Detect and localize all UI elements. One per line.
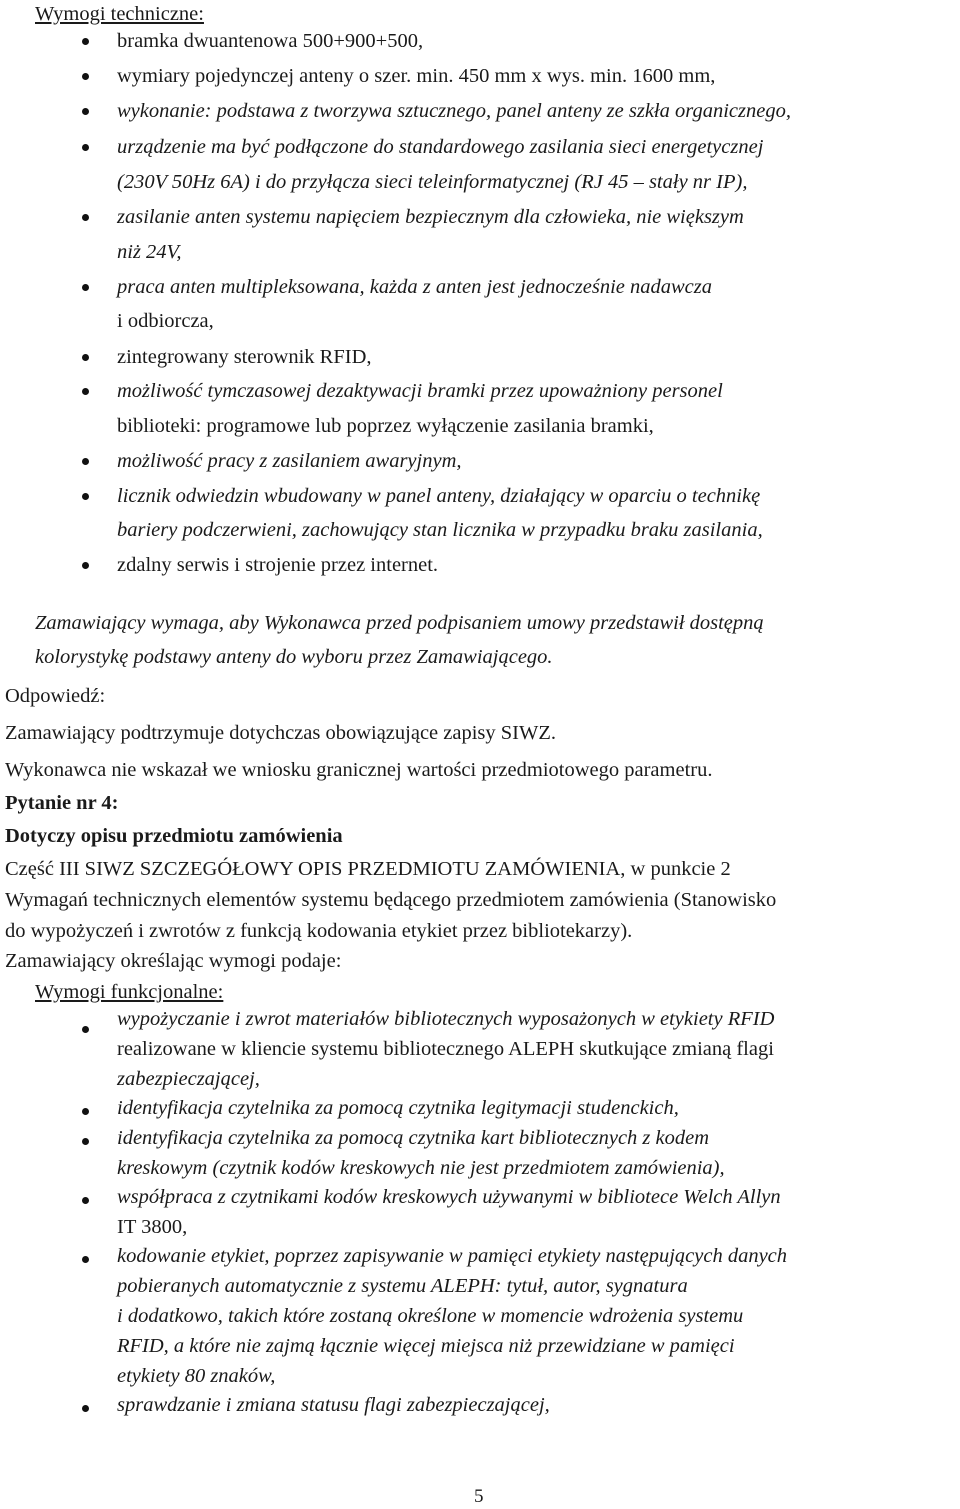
bullet-icon (82, 38, 89, 45)
bullet-icon (82, 214, 89, 221)
list-item: wypożyczanie i zwrot materiałów bibliotecznych wyposażonych w etykiety RFID (117, 1008, 775, 1030)
question-body-line: Część III SIWZ SZCZEGÓŁOWY OPIS PRZEDMIOTU ZAMÓWIENIA, w punkcie 2 (5, 858, 731, 880)
bullet-icon (82, 354, 89, 361)
list-item: możliwość pracy z zasilaniem awaryjnym, (117, 450, 462, 472)
bullet-icon (82, 1197, 89, 1204)
list-item-continuation: bariery podczerwieni, zachowujący stan licznika w przypadku braku zasilania, (117, 519, 763, 541)
list-item: identyfikacja czytelnika za pomocą czytnika legitymacji studenckich, (117, 1097, 679, 1119)
list-item: wykonanie: podstawa z tworzywa sztucznego, panel anteny ze szkła organicznego, (117, 100, 791, 122)
question-body-line: do wypożyczeń i zwrotów z funkcją kodowania etykiet przez bibliotekarzy). (5, 920, 633, 942)
list-item: identyfikacja czytelnika za pomocą czytnika kart bibliotecznych z kodem (117, 1127, 710, 1149)
question-body-line: Zamawiający określając wymogi podaje: (5, 950, 342, 972)
list-item: kodowanie etykiet, poprzez zapisywanie w pamięci etykiety następujących danych (117, 1245, 788, 1267)
bullet-icon (82, 144, 89, 151)
question-body-line: Wymagań technicznych elementów systemu będącego przedmiotem zamówienia (Stanowisko (5, 889, 777, 911)
bullet-icon (82, 388, 89, 395)
list-item-continuation: biblioteki: programowe lub poprzez wyłączenie zasilania bramki, (117, 415, 654, 437)
request-paragraph-line: Zamawiający wymaga, aby Wykonawca przed podpisaniem umowy przedstawił dostępną (35, 612, 764, 634)
section-heading-technical: Wymogi techniczne: (35, 3, 204, 25)
list-item: możliwość tymczasowej dezaktywacji bramki przez upoważniony personel (117, 380, 723, 402)
bullet-icon (82, 562, 89, 569)
list-item: współpraca z czytnikami kodów kreskowych używanymi w bibliotece Welch Allyn (117, 1186, 781, 1208)
list-item: bramka dwuantenowa 500+900+500, (117, 30, 424, 52)
list-item-continuation: RFID, a które nie zajmą łącznie więcej miejsca niż przewidziane w pamięci (117, 1335, 735, 1357)
list-item-continuation: pobieranych automatycznie z systemu ALEPH: tytuł, autor, sygnatura (117, 1275, 688, 1297)
bullet-icon (82, 493, 89, 500)
bullet-icon (82, 458, 89, 465)
list-item: licznik odwiedzin wbudowany w panel anteny, działający w oparciu o technikę (117, 485, 761, 507)
bullet-icon (82, 73, 89, 80)
bullet-icon (82, 284, 89, 291)
answer-label: Odpowiedź: (5, 685, 106, 707)
list-item: sprawdzanie i zmiana statusu flagi zabezpieczającej, (117, 1394, 550, 1416)
list-item-continuation: i dodatkowo, takich które zostaną określone w momencie wdrożenia systemu (117, 1305, 744, 1327)
list-item: urządzenie ma być podłączone do standardowego zasilania sieci energetycznej (117, 136, 764, 158)
list-item-continuation: niż 24V, (117, 241, 182, 263)
question-subject: Dotyczy opisu przedmiotu zamówienia (5, 825, 343, 847)
list-item-continuation: IT 3800, (117, 1216, 188, 1238)
bullet-icon (82, 1256, 89, 1263)
bullet-icon (82, 1405, 89, 1412)
bullet-icon (82, 1026, 89, 1033)
list-item: zdalny serwis i strojenie przez internet. (117, 554, 439, 576)
section-heading-functional: Wymogi funkcjonalne: (35, 981, 224, 1003)
page-number: 5 (474, 1486, 484, 1507)
list-item-continuation: etykiety 80 znaków, (117, 1365, 276, 1387)
bullet-icon (82, 1108, 89, 1115)
answer-line: Zamawiający podtrzymuje dotychczas obowiązujące zapisy SIWZ. (5, 722, 556, 744)
list-item-continuation: i odbiorcza, (117, 310, 214, 332)
list-item-continuation: kreskowym (czytnik kodów kreskowych nie jest przedmiotem zamówienia), (117, 1157, 725, 1179)
list-item: wymiary pojedynczej anteny o szer. min. 450 mm x wys. min. 1600 mm, (117, 65, 716, 87)
list-item: zasilanie anten systemu napięciem bezpiecznym dla człowieka, nie większym (117, 206, 744, 228)
list-item: zintegrowany sterownik RFID, (117, 346, 372, 368)
question-title: Pytanie nr 4: (5, 792, 119, 814)
request-paragraph-line: kolorystykę podstawy anteny do wyboru przez Zamawiającego. (35, 646, 553, 668)
bullet-icon (82, 1138, 89, 1145)
list-item-continuation: zabezpieczającej, (117, 1068, 260, 1090)
bullet-icon (82, 108, 89, 115)
answer-line: Wykonawca nie wskazał we wniosku granicznej wartości przedmiotowego parametru. (5, 759, 713, 781)
list-item-continuation: (230V 50Hz 6A) i do przyłącza sieci teleinformatycznej (RJ 45 – stały nr IP), (117, 171, 748, 193)
list-item: praca anten multipleksowana, każda z anten jest jednocześnie nadawcza (117, 276, 712, 298)
list-item-continuation: realizowane w kliencie systemu bibliotecznego ALEPH skutkujące zmianą flagi (117, 1038, 774, 1060)
